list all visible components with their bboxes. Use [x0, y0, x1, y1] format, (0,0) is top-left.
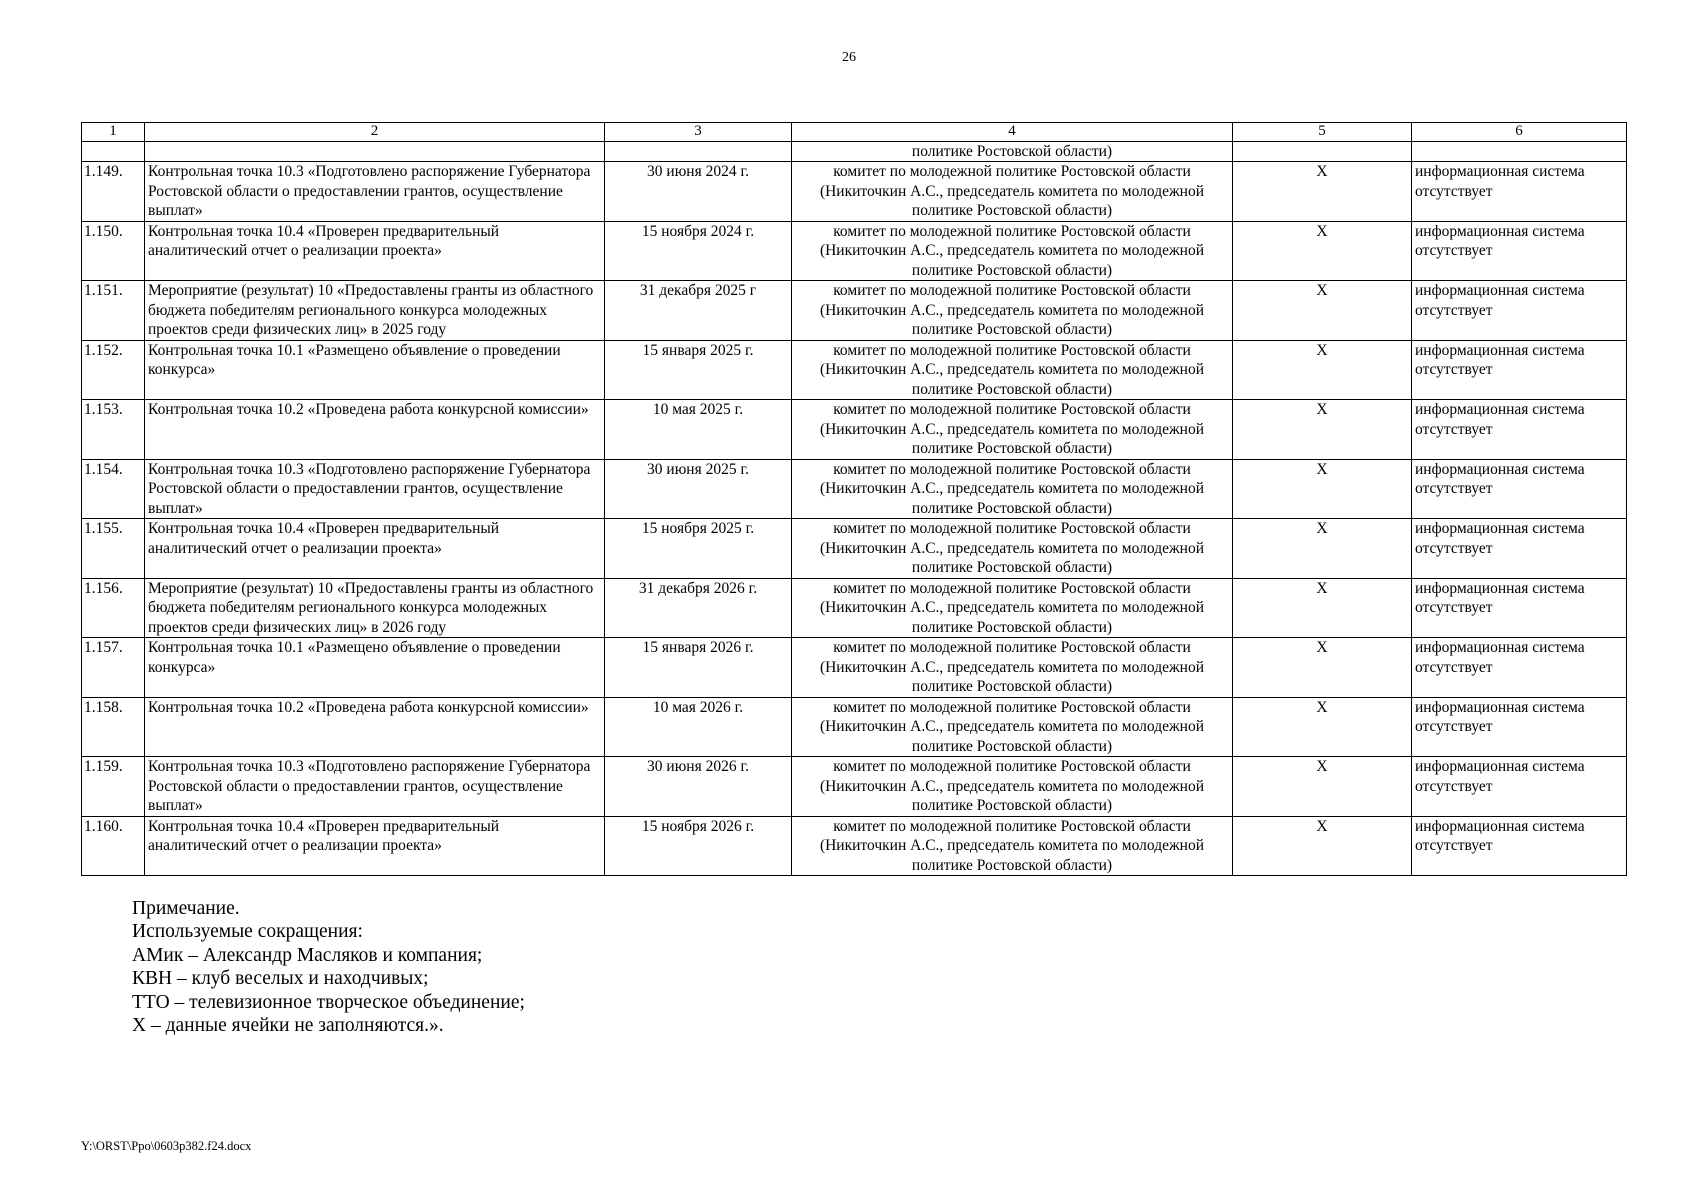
column-header: 1 — [82, 123, 145, 142]
table-cell-col6: информационная система отсутствует — [1412, 459, 1627, 519]
table-cell-responsible: комитет по молодежной политике Ростовской области (Никиточкин А.С., председатель комитета по молодежной политике Ростовской области) — [792, 638, 1233, 698]
table-cell-responsible: комитет по молодежной политике Ростовской области (Никиточкин А.С., председатель комитета по молодежной политике Ростовской области) — [792, 162, 1233, 222]
note-line: ТТО – телевизионное творческое объединение; — [132, 991, 525, 1013]
table-cell-col6: информационная система отсутствует — [1412, 221, 1627, 281]
table-cell-responsible: комитет по молодежной политике Ростовской области (Никиточкин А.С., председатель комитета по молодежной политике Ростовской области) — [792, 459, 1233, 519]
table-cell-col5: X — [1233, 578, 1412, 638]
table-cell-col5: X — [1233, 697, 1412, 757]
table-cell-col5: X — [1233, 400, 1412, 460]
table-row — [82, 281, 1627, 341]
table-cell-date: 31 декабря 2025 г — [605, 281, 792, 341]
table-cell-name: Контрольная точка 10.3 «Подготовлено распоряжение Губернатора Ростовской области о предоставлении грантов, осуществление выплат» — [145, 162, 605, 222]
table-row — [82, 816, 1627, 876]
table-cell-responsible: комитет по молодежной политике Ростовской области (Никиточкин А.С., председатель комитета по молодежной политике Ростовской области) — [792, 340, 1233, 400]
table-cell-num: 1.151. — [82, 281, 145, 341]
table-cell-num: 1.153. — [82, 400, 145, 460]
table-cell-responsible: комитет по молодежной политике Ростовской области (Никиточкин А.С., председатель комитета по молодежной политике Ростовской области) — [792, 697, 1233, 757]
table-cell-date: 31 декабря 2026 г. — [605, 578, 792, 638]
table-cell-name: Контрольная точка 10.3 «Подготовлено распоряжение Губернатора Ростовской области о предоставлении грантов, осуществление выплат» — [145, 459, 605, 519]
table-cell-date: 15 ноября 2026 г. — [605, 816, 792, 876]
plan-table — [81, 122, 1627, 876]
table-cell-date: 15 ноября 2024 г. — [605, 221, 792, 281]
table-cell — [605, 142, 792, 162]
table-cell-name: Контрольная точка 10.2 «Проведена работа конкурсной комиссии» — [145, 697, 605, 757]
table-row — [82, 578, 1627, 638]
table-cell — [145, 142, 605, 162]
table-row — [82, 459, 1627, 519]
table-cell-col5: X — [1233, 162, 1412, 222]
note-line: Используемые сокращения: — [132, 921, 363, 943]
table-cell-col6: информационная система отсутствует — [1412, 816, 1627, 876]
table-cell-col6: информационная система отсутствует — [1412, 400, 1627, 460]
column-header: 4 — [792, 123, 1233, 142]
table-cell-num: 1.155. — [82, 519, 145, 579]
table-cell-num: 1.158. — [82, 697, 145, 757]
table-cell — [1412, 142, 1627, 162]
table-cell-num: 1.152. — [82, 340, 145, 400]
table-cell-name: Мероприятие (результат) 10 «Предоставлены гранты из областного бюджета победителям регионального конкурса молодежных проектов среди физических лиц» в 2025 году — [145, 281, 605, 341]
table-cell-num: 1.156. — [82, 578, 145, 638]
table-cell-num: 1.150. — [82, 221, 145, 281]
table-cell-col6: информационная система отсутствует — [1412, 578, 1627, 638]
table-cell-col5: X — [1233, 221, 1412, 281]
table-cell-col5: X — [1233, 281, 1412, 341]
table-cell-col6: информационная система отсутствует — [1412, 638, 1627, 698]
table-cell-col6: информационная система отсутствует — [1412, 162, 1627, 222]
table-cell-responsible: комитет по молодежной политике Ростовской области (Никиточкин А.С., председатель комитета по молодежной политике Ростовской области) — [792, 757, 1233, 817]
table-cell-num: 1.160. — [82, 816, 145, 876]
table-cell-name: Контрольная точка 10.1 «Размещено объявление о проведении конкурса» — [145, 340, 605, 400]
note-line: X – данные ячейки не заполняются.». — [132, 1015, 444, 1037]
table-cell-name: Контрольная точка 10.1 «Размещено объявление о проведении конкурса» — [145, 638, 605, 698]
table-cell-num: 1.149. — [82, 162, 145, 222]
table-cell-col6: информационная система отсутствует — [1412, 519, 1627, 579]
note-line: Примечание. — [132, 898, 240, 919]
table-cell-name: Контрольная точка 10.3 «Подготовлено распоряжение Губернатора Ростовской области о предоставлении грантов, осуществление выплат» — [145, 757, 605, 817]
table-row — [82, 757, 1627, 817]
continuation-row — [82, 142, 1627, 162]
table-cell-date: 15 января 2025 г. — [605, 340, 792, 400]
table-cell-responsible: комитет по молодежной политике Ростовской области (Никиточкин А.С., председатель комитета по молодежной политике Ростовской области) — [792, 816, 1233, 876]
table-cell-name: Контрольная точка 10.4 «Проверен предварительный аналитический отчет о реализации проекта» — [145, 519, 605, 579]
header-row — [82, 123, 1627, 142]
table-cell-date: 10 мая 2025 г. — [605, 400, 792, 460]
table-cell — [1233, 142, 1412, 162]
table-cell-name: Мероприятие (результат) 10 «Предоставлены гранты из областного бюджета победителям регионального конкурса молодежных проектов среди физических лиц» в 2026 году — [145, 578, 605, 638]
note-line: АМик – Александр Масляков и компания; — [132, 944, 483, 966]
table-cell-col6: информационная система отсутствует — [1412, 757, 1627, 817]
table-cell-date: 15 ноября 2025 г. — [605, 519, 792, 579]
table-row — [82, 638, 1627, 698]
table-row — [82, 519, 1627, 579]
table-cell-col5: X — [1233, 340, 1412, 400]
column-header: 2 — [145, 123, 605, 142]
table-cell-responsible: комитет по молодежной политике Ростовской области (Никиточкин А.С., председатель комитета по молодежной политике Ростовской области) — [792, 400, 1233, 460]
table-cell-date: 10 мая 2026 г. — [605, 697, 792, 757]
table-cell-col5: X — [1233, 638, 1412, 698]
table-cell-name: Контрольная точка 10.2 «Проведена работа конкурсной комиссии» — [145, 400, 605, 460]
table-cell-col5: X — [1233, 519, 1412, 579]
table-cell-date: 30 июня 2024 г. — [605, 162, 792, 222]
page-number: 26 — [842, 50, 856, 65]
table-cell-num: 1.154. — [82, 459, 145, 519]
table-cell-date: 30 июня 2026 г. — [605, 757, 792, 817]
note-line: КВН – клуб веселых и находчивых; — [132, 968, 429, 990]
column-header: 5 — [1233, 123, 1412, 142]
table-row — [82, 697, 1627, 757]
table-cell: политике Ростовской области) — [792, 142, 1233, 162]
table-cell-num: 1.157. — [82, 638, 145, 698]
table-row — [82, 340, 1627, 400]
notes-section — [132, 897, 525, 1037]
table-cell-col6: информационная система отсутствует — [1412, 697, 1627, 757]
table-row — [82, 162, 1627, 222]
table-cell-responsible: комитет по молодежной политике Ростовской области (Никиточкин А.С., председатель комитета по молодежной политике Ростовской области) — [792, 281, 1233, 341]
table-cell-col5: X — [1233, 757, 1412, 817]
table-cell-col5: X — [1233, 816, 1412, 876]
table-cell-responsible: комитет по молодежной политике Ростовской области (Никиточкин А.С., председатель комитета по молодежной политике Ростовской области) — [792, 221, 1233, 281]
table-cell-num: 1.159. — [82, 757, 145, 817]
table-cell — [82, 142, 145, 162]
table-cell-responsible: комитет по молодежной политике Ростовской области (Никиточкин А.С., председатель комитета по молодежной политике Ростовской области) — [792, 578, 1233, 638]
table-row — [82, 400, 1627, 460]
table-cell-responsible: комитет по молодежной политике Ростовской области (Никиточкин А.С., председатель комитета по молодежной политике Ростовской области) — [792, 519, 1233, 579]
file-path: Y:\ORST\Ppo\0603p382.f24.docx — [81, 1139, 252, 1153]
column-header: 3 — [605, 123, 792, 142]
table-row — [82, 221, 1627, 281]
table-cell-date: 30 июня 2025 г. — [605, 459, 792, 519]
table-cell-date: 15 января 2026 г. — [605, 638, 792, 698]
table-cell-col6: информационная система отсутствует — [1412, 340, 1627, 400]
table-cell-col5: X — [1233, 459, 1412, 519]
table-cell-col6: информационная система отсутствует — [1412, 281, 1627, 341]
table-cell-name: Контрольная точка 10.4 «Проверен предварительный аналитический отчет о реализации проекта» — [145, 816, 605, 876]
table-cell-name: Контрольная точка 10.4 «Проверен предварительный аналитический отчет о реализации проекта» — [145, 221, 605, 281]
column-header: 6 — [1412, 123, 1627, 142]
